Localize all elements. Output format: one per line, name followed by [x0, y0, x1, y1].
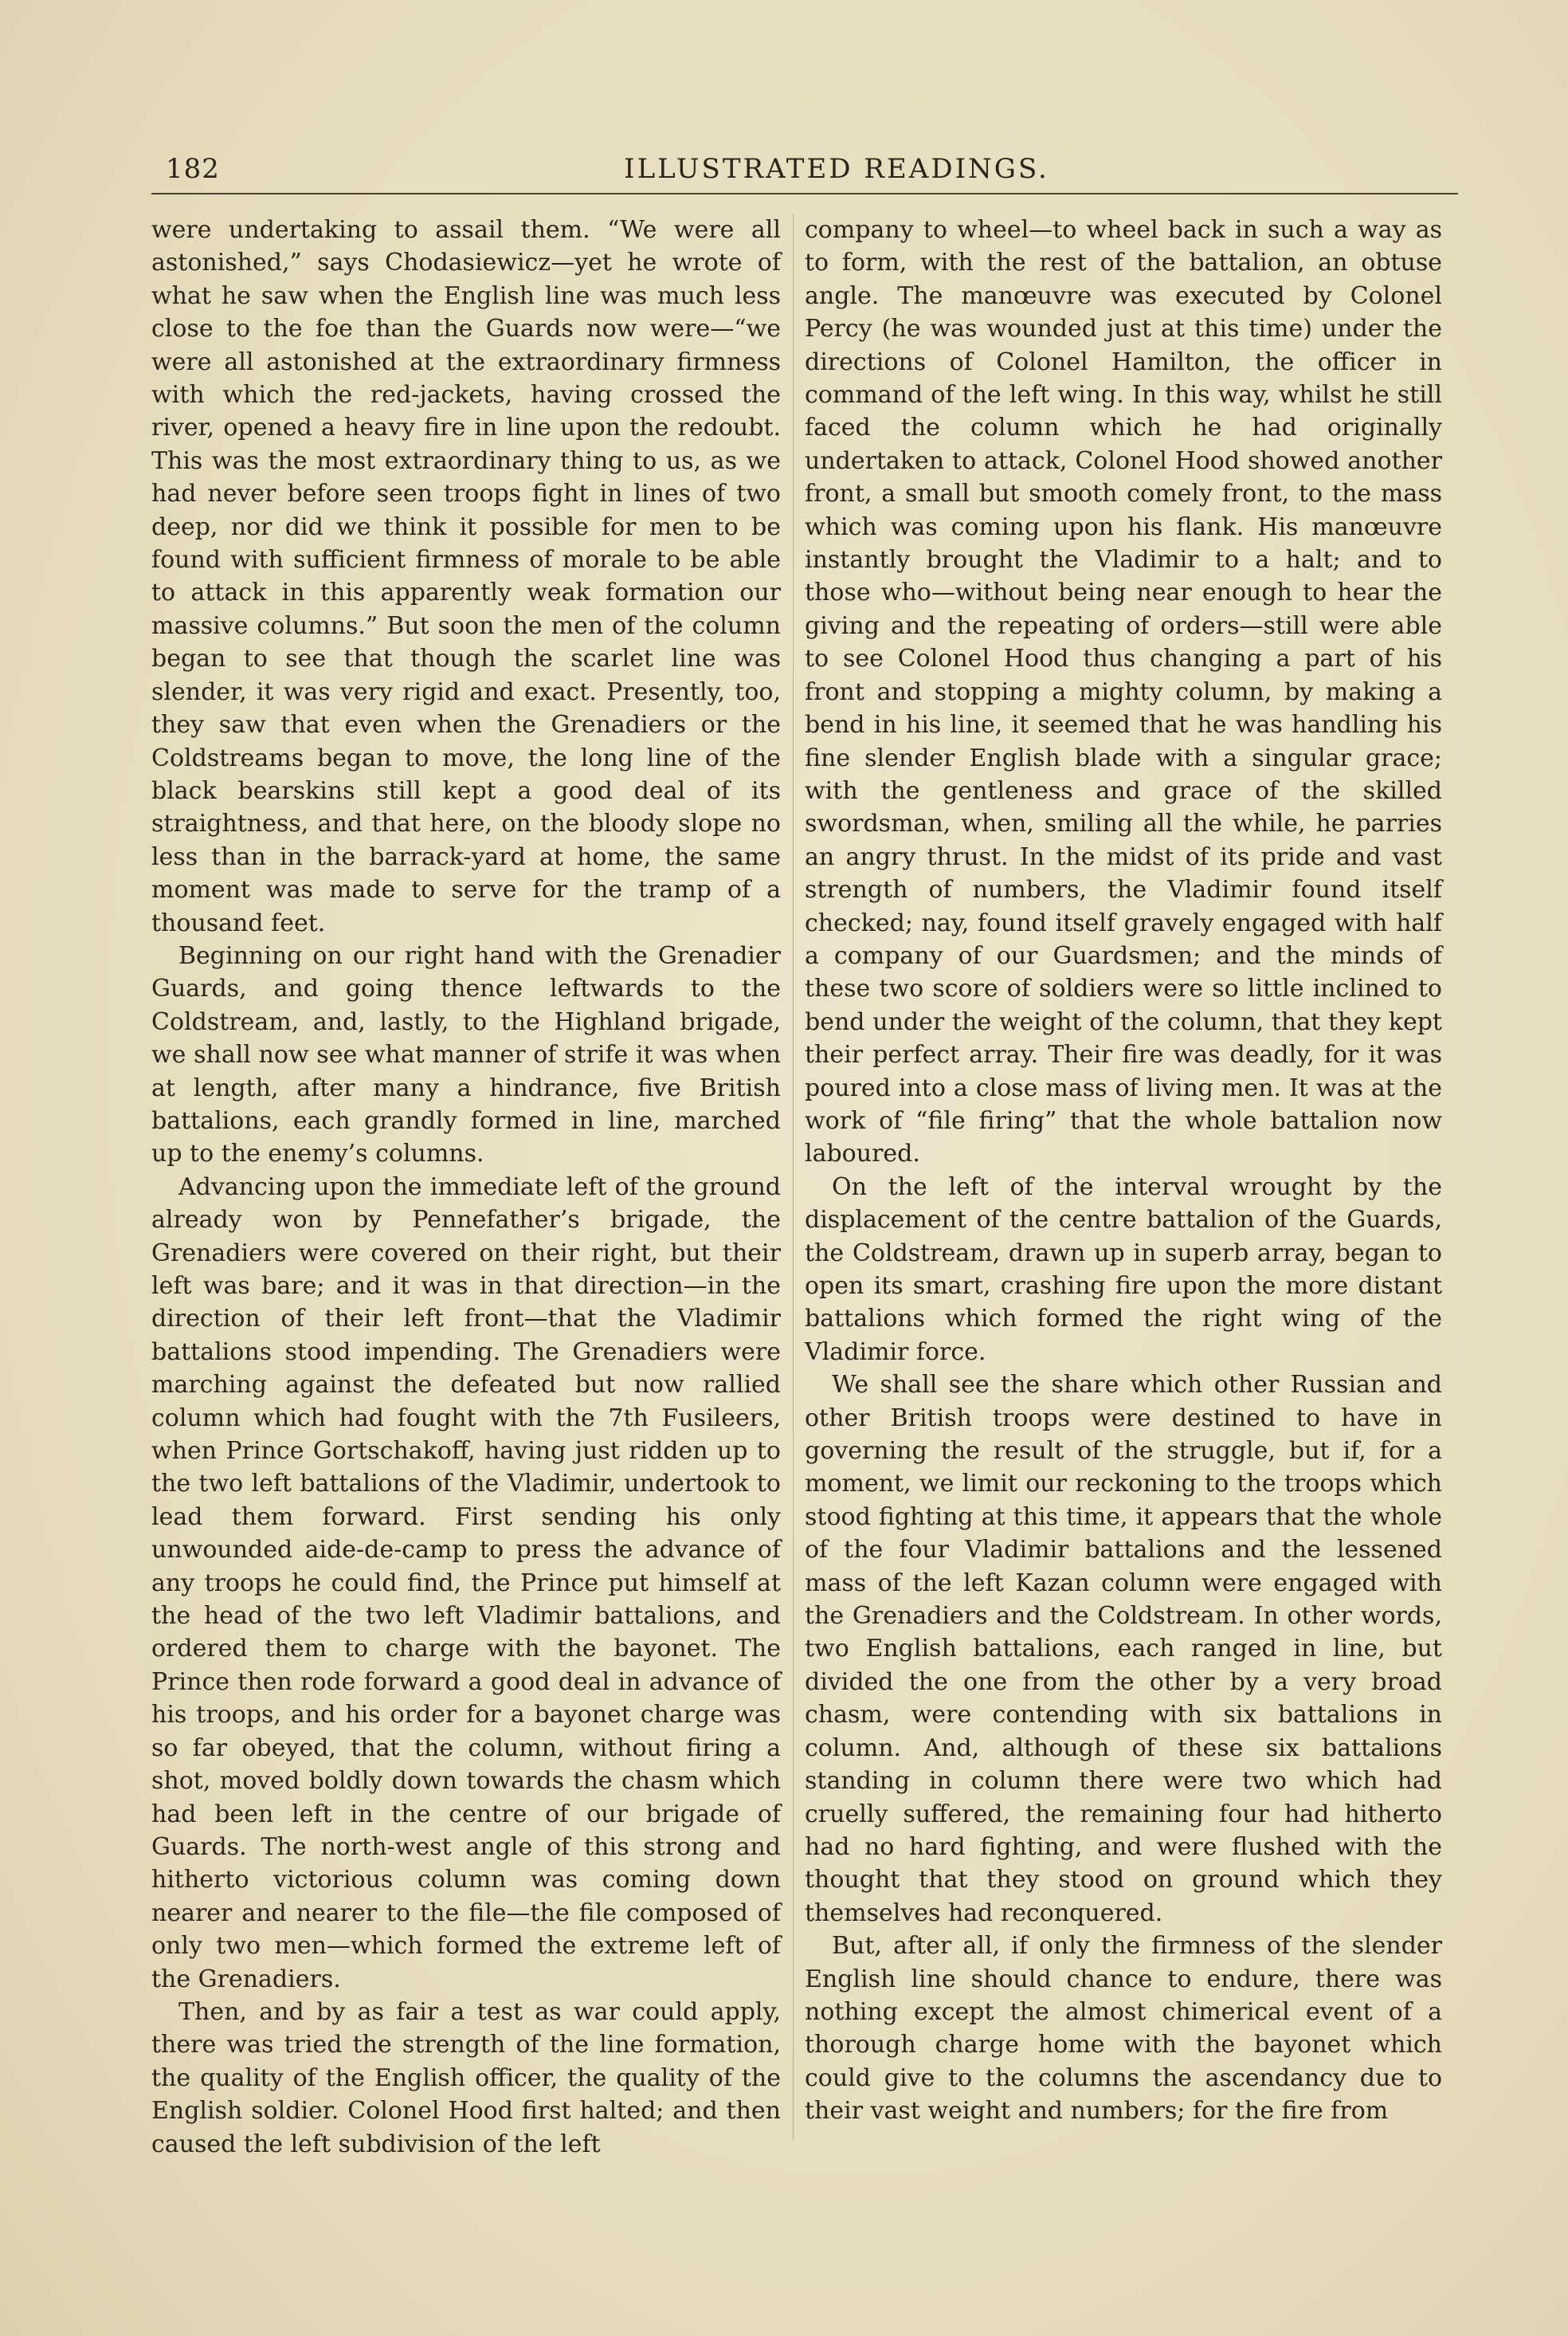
paragraph: Beginning on our right hand with the Grenadier Guards, and going thence leftwards to the Coldstream, and, lastly, to the Highland brigade, we shall now see what manner of strife it was when at length, after many a hindrance, five British battalions, each grandly formed in line, marched up to the enemy’s columns.: [151, 941, 781, 1168]
page-number: 182: [166, 153, 220, 185]
left-column: [151, 214, 781, 2161]
paragraph: But, after all, if only the firmness of the slender English line should chance to endure, there was nothing except the almost chimerical event of a thorough charge home with the bayonet which could give to the columns the ascendancy due to their vast weight and numbers; for the fire from: [805, 1932, 1442, 2126]
paragraph: company to wheel—to wheel back in such a way as to form, with the rest of the battalion, an obtuse angle. The manœuvre was executed by Colonel Percy (he was wounded just at this time) under the directions of Colonel Hamilton, the officer in command of the left wing. In this way, whilst he still faced the column which he had originally undertaken to attack, Colonel Hood showed another front, a small but smooth comely front, to the mass which was coming upon his flank. His manœuvre instantly brought the Vladimir to a halt; and to those who—without being near enough to hear the giving and the repeating of orders—still were able to see Colonel Hood thus changing a part of his front and stopping a mighty column, by making a bend in his line, it seemed that he was handling his fine slender English blade with a singular grace; with the gentleness and grace of the skilled swordsman, when, smiling all the while, he parries an angry thrust. In the midst of its pride and vast strength of numbers, the Vladimir found itself checked; nay, found itself gravely engaged with half a company of our Guardsmen; and the minds of these two score of soldiers were so little inclined to bend under the weight of the column, that they kept their perfect array. Their fire was deadly, for it was poured into a close mass of living men. It was at the work of “file firing” that the whole battalion now laboured.: [805, 216, 1442, 1168]
page-header: [151, 153, 1458, 193]
right-column: [805, 214, 1442, 2128]
column-divider: [793, 214, 794, 2139]
paragraph: On the left of the interval wrought by the displacement of the centre battalion of the Guards, the Coldstream, drawn up in superb array, began to open its smart, crashing fire upon the more distant battalions which formed the right wing of the Vladimir force.: [805, 1172, 1442, 1366]
paragraph: Then, and by as fair a test as war could apply, there was tried the strength of the line formation, the quality of the English officer, the quality of the English soldier. Colonel Hood first halted; and then caused the left subdivision of the left: [151, 1997, 781, 2158]
header-rule: [151, 193, 1458, 194]
paragraph: We shall see the share which other Russian and other British troops were destined to have in governing the result of the struggle, but if, for a moment, we limit our reckoning to the troops which stood fighting at this time, it appears that the whole of the four Vladimir battalions and the lessened mass of the left Kazan column were engaged with the Grenadiers and the Coldstream. In other words, two English battalions, each ranged in line, but divided the one from the other by a very broad chasm, were contending with six battalions in column. And, although of these six battalions standing in column there were two which had cruelly suffered, the remaining four had hitherto had no hard fighting, and were flushed with the thought that they stood on ground which they themselves had reconquered.: [805, 1371, 1442, 1927]
running-title: ILLUSTRATED READINGS.: [624, 153, 1049, 185]
paragraph: were undertaking to assail them. “We were all astonished,” says Chodasiewicz—yet he wrote of what he saw when the English line was much less close to the foe than the Guards now were—“we were all astonished at the extraordinary firmness with which the red-jackets, having crossed the river, opened a heavy fire in line upon the redoubt. This was the most extraordinary thing to us, as we had never before seen troops fight in lines of two deep, nor did we think it possible for men to be found with sufficient firmness of morale to be able to attack in this apparently weak formation our massive columns.” But soon the men of the column began to see that though the scarlet line was slender, it was very rigid and exact. Presently, too, they saw that even when the Grenadiers or the Coldstreams began to move, the long line of the black bearskins still kept a good deal of its straightness, and that here, on the bloody slope no less than in the barrack-yard at home, the same moment was made to serve for the tramp of a thousand feet.: [151, 216, 781, 937]
paragraph: Advancing upon the immediate left of the ground already won by Pennefather’s brigade, the Grenadiers were covered on their right, but their left was bare; and it was in that direction—in the direction of their left front—that the Vladimir battalions stood impending. The Grenadiers were marching against the defeated but now rallied column which had fought with the 7th Fusileers, when Prince Gortschakoff, having just ridden up to the two left battalions of the Vladimir, undertook to lead them forward. First sending his only unwounded aide-de-camp to press the advance of any troops he could find, the Prince put himself at the head of the two left Vladimir battalions, and ordered them to charge with the bayonet. The Prince then rode forward a good deal in advance of his troops, and his order for a bayonet charge was so far obeyed, that the column, without firing a shot, moved boldly down towards the chasm which had been left in the centre of our brigade of Guards. The north-west angle of this strong and hitherto victorious column was coming down nearer and nearer to the file—the file composed of only two men—which formed the extreme left of the Grenadiers.: [151, 1172, 781, 1993]
